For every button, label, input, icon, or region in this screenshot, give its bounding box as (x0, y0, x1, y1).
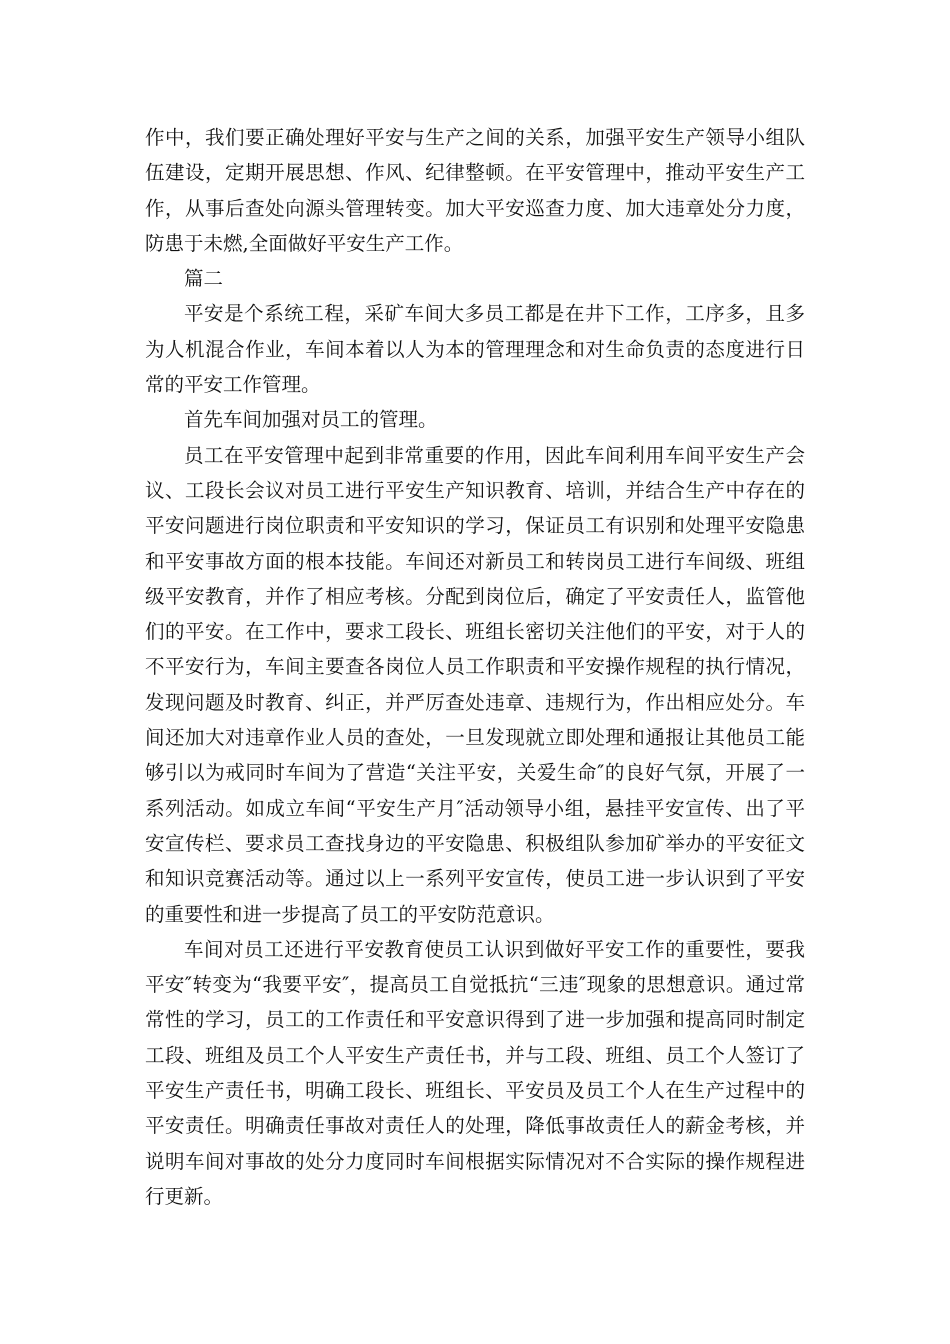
paragraph-continued: 作中，我们要正确处理好平安与生产之间的关系，加强平安生产领导小组队伍建设，定期开展思想、作风、纪律整顿。在平安管理中，推动平安生产工作，从事后查处向源头管理转变。加大平安巡查力度、加大违章处分力度，防患于未燃,全面做好平安生产工作。 (145, 126, 805, 255)
paragraph: 员工在平安管理中起到非常重要的作用，因此车间利用车间平安生产会议、工段长会议对员工进行平安生产知识教育、培训，并结合生产中存在的平安问题进行岗位职责和平安知识的学习，保证员工有识别和处理平安隐患和平安事故方面的根本技能。车间还对新员工和转岗员工进行车间级、班组级平安教育，并作了相应考核。分配到岗位后，确定了平安责任人，监管他们的平安。在工作中，要求工段长、班组长密切关注他们的平安，对于人的不平安行为，车间主要查各岗位人员工作职责和平安操作规程的执行情况，发现问题及时教育、纠正，并严厉查处违章、违规行为，作出相应处分。车间还加大对违章作业人员的查处，一旦发现就立即处理和通报让其他员工能够引以为戒同时车间为了营造“关注平安，关爱生命″的良好气氛，开展了一系列活动。如成立车间“平安生产月″活动领导小组，悬挂平安宣传、出了平安宣传栏、要求员工查找身边的平安隐患、积极组队参加矿举办的平安征文和知识竞赛活动等。通过以上一系列平安宣传，使员工进一步认识到了平安的重要性和进一步提高了员工的平安防范意识。 (145, 443, 805, 926)
document-body (145, 120, 805, 1214)
section-heading: 篇二 (184, 267, 224, 291)
paragraph: 平安是个系统工程，采矿车间大多员工都是在井下工作，工序多，且多为人机混合作业，车间本着以人为本的管理理念和对生命负责的态度进行日常的平安工作管理。 (145, 302, 805, 397)
paragraph: 车间对员工还进行平安教育使员工认识到做好平安工作的重要性，要我平安″转变为“我要平安″，提高员工自觉抵抗“三违″现象的思想意识。通过常常性的学习，员工的工作责任和平安意识得到了进一步加强和提高同时制定工段、班组及员工个人平安生产责任书，并与工段、班组、员工个人签订了平安生产责任书，明确工段长、班组长、平安员及员工个人在生产过程中的平安责任。明确责任事故对责任人的处理，降低事故责任人的薪金考核，并说明车间对事故的处分力度同时车间根据实际情况对不合实际的操作规程进行更新。 (145, 937, 805, 1208)
paragraph: 首先车间加强对员工的管理。 (184, 408, 438, 432)
